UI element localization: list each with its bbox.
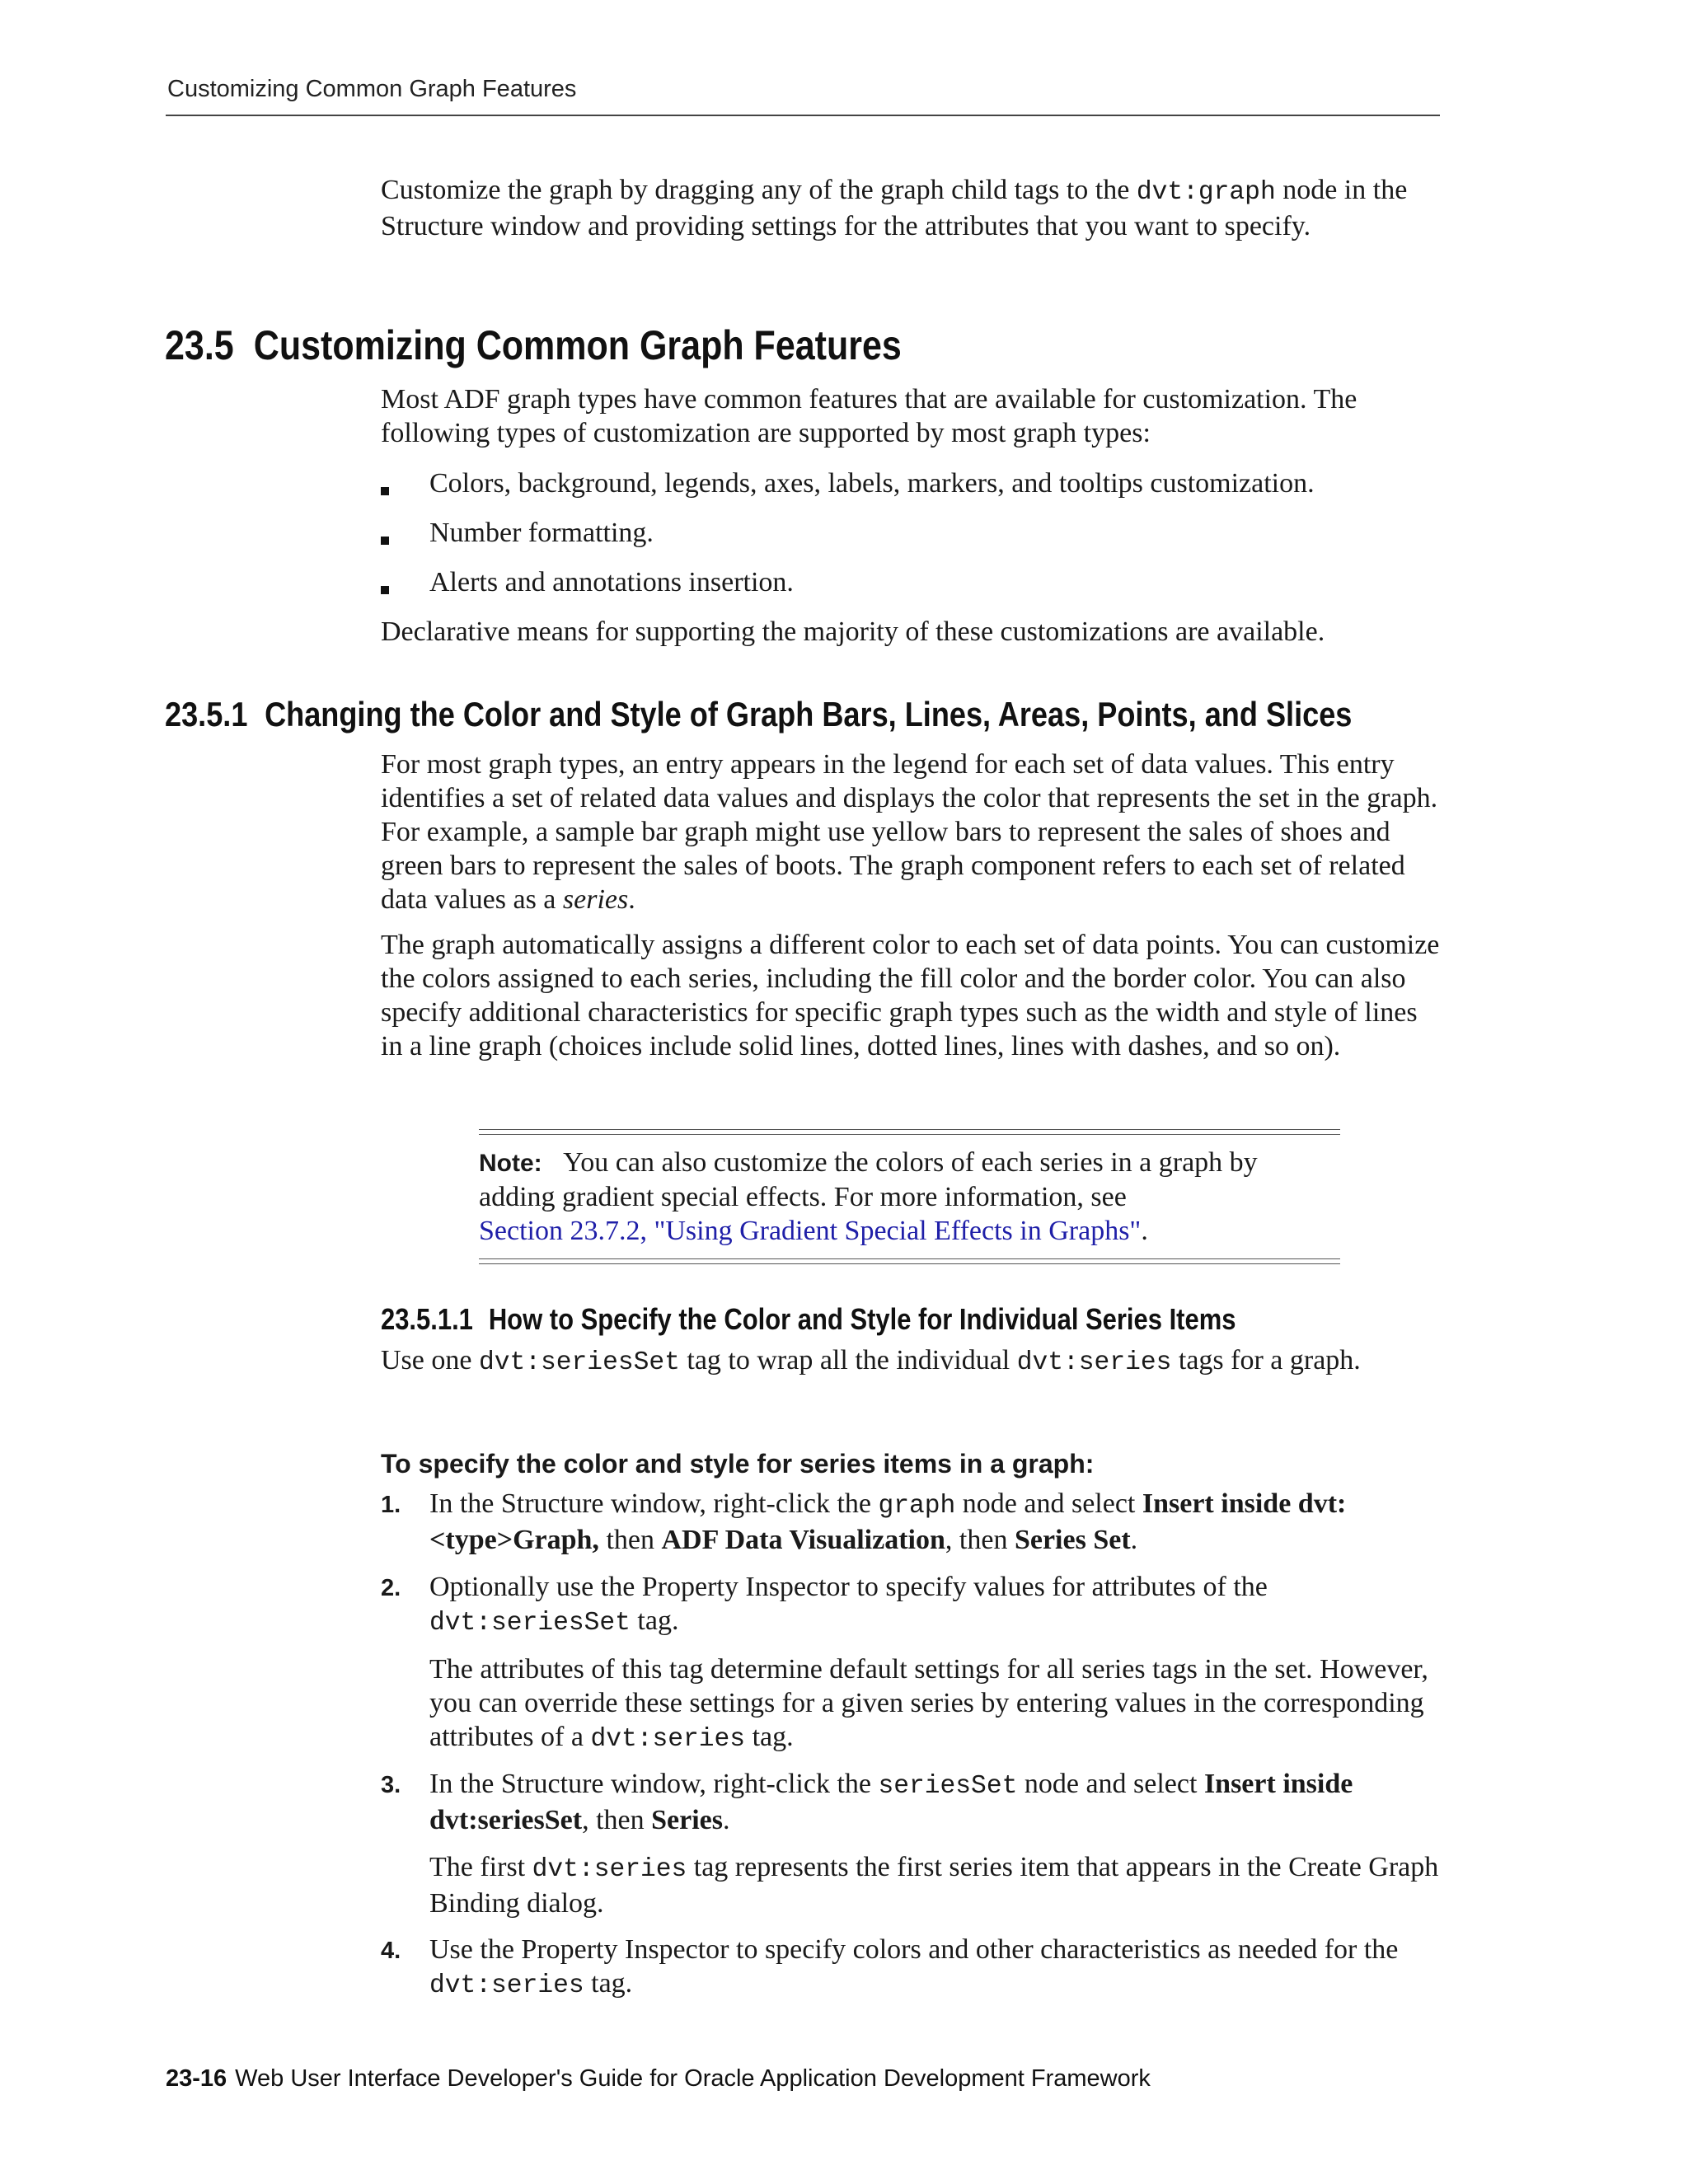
step3-text-a: In the Structure window, right-click the [429, 1769, 879, 1799]
section-number: 23.5 [165, 322, 234, 368]
subsection-heading [165, 695, 1352, 734]
subsub-text-b: tag to wrap all the individual [679, 1345, 1017, 1376]
step2-text-a: Optionally use the Property Inspector to specify values for attributes of the [429, 1572, 1268, 1602]
bullet-marker [381, 487, 389, 495]
note-rule-bottom [479, 1263, 1340, 1264]
code-seriesset: dvt:seriesSet [478, 1348, 680, 1377]
note-rule-top [479, 1129, 1340, 1130]
subsection-title: Changing the Color and Style of Graph Bars, Lines, Areas, Points, and Slices [265, 695, 1353, 733]
code-series: dvt:series [1016, 1348, 1172, 1377]
running-header: Customizing Common Graph Features [167, 76, 577, 102]
procedure-title: To specify the color and style for series items in a graph: [381, 1449, 1095, 1479]
subsection-paragraph-2: The graph automatically assigns a different color to each set of data points. You can customize the colors assigned to each series, including the fill color and the border color. You can also specify additional characteristics for specific graph types such as the width and style of lines in a line graph (choices include solid lines, dotted lines, lines with dashes, and so on). [381, 930, 1440, 1062]
bullet-item-3: Alerts and annotations insertion. [429, 567, 794, 598]
book-title: Web User Interface Developer's Guide for Oracle Application Development Framework [235, 2065, 1151, 2092]
step3-text-c: , then [582, 1805, 652, 1835]
menu-adf-data-visualization: ADF Data Visualization [661, 1525, 945, 1555]
step-number: 4. [381, 1938, 401, 1964]
bullet-item-1: Colors, background, legends, axes, labels, markers, and tooltips customization. [429, 468, 1315, 499]
subsection-paragraph-1 [381, 748, 1444, 916]
step1-text-b: node and select [955, 1488, 1142, 1519]
subsubsection-number: 23.5.1.1 [381, 1302, 473, 1336]
subsub-text-a: Use one [381, 1345, 479, 1376]
menu-series-set: Series Set [1014, 1525, 1131, 1555]
subsubsection-paragraph [381, 1343, 1444, 1380]
step-number: 3. [381, 1772, 401, 1798]
section-title: Customizing Common Graph Features [253, 322, 902, 368]
step1-text-e: . [1130, 1525, 1138, 1555]
intro-text-a: Customize the graph by dragging any of the graph child tags to the [381, 175, 1137, 205]
section-intro: Most ADF graph types have common features that are available for customization. The following types of customization are supported by most graph types: [381, 384, 1357, 448]
subsub-text-c: tags for a graph. [1171, 1345, 1361, 1376]
note-text: You can also customize the colors of each series in a graph by adding gradient special effects. For more information, see [479, 1147, 1258, 1212]
section-closing: Declarative means for supporting the majority of these customizations are available. [381, 616, 1325, 647]
note-link[interactable]: Section 23.7.2, "Using Gradient Special Effects in Graphs" [479, 1216, 1142, 1246]
step4-text-a: Use the Property Inspector to specify colors and other characteristics as needed for the [429, 1934, 1399, 1965]
step1-text-d: , then [945, 1525, 1015, 1555]
step-number: 1. [381, 1492, 401, 1518]
code-graph: graph [878, 1492, 956, 1521]
step2-text-b: tag. [630, 1605, 679, 1636]
subsection-number: 23.5.1 [165, 695, 248, 733]
code-seriesset: seriesSet [878, 1772, 1018, 1801]
code-series: dvt:series [429, 1971, 584, 2000]
menu-insert-inside-graph: Insert inside dvt:<type>Graph, [429, 1488, 1347, 1555]
step-3-detail [429, 1850, 1443, 1920]
step3-text-b: node and select [1017, 1769, 1204, 1799]
step1-text-a: In the Structure window, right-click the [429, 1488, 879, 1519]
step-4 [429, 1933, 1443, 2003]
step4-text-b: tag. [584, 1968, 633, 1999]
intro-text-b: node in the Structure window and providing settings for the attributes that you want to specify. [381, 175, 1408, 241]
section-heading [165, 321, 902, 369]
header-rule [166, 115, 1440, 116]
page-number: 23-16 [166, 2065, 227, 2092]
step-3 [429, 1767, 1443, 1837]
code-seriesset: dvt:seriesSet [429, 1609, 631, 1638]
step2-detail-a: The attributes of this tag determine default settings for all series tags in the set. However, you can override these settings for a given series by entering values in the corresponding attributes of a [429, 1654, 1428, 1752]
note-rule-top [479, 1134, 1340, 1135]
step-number: 2. [381, 1575, 401, 1601]
intro-paragraph [381, 173, 1444, 243]
menu-insert-inside-seriesset: Insert inside dvt:seriesSet [429, 1769, 1353, 1835]
step3-detail-b: tag represents the first series item that appears in the Create Graph Binding dialog. [429, 1852, 1439, 1919]
step-1 [429, 1487, 1443, 1557]
step-2 [429, 1570, 1443, 1640]
code-series: dvt:series [532, 1855, 687, 1884]
para1-text: For most graph types, an entry appears in the legend for each set of data values. This entry identifies a set of related data values and displays the color that represents the set in the graph. For example, a sample bar graph might use yellow bars to represent the sales of shoes and green bars to represent the sales of boots. The graph component refers to each set of related data values as a [381, 749, 1438, 915]
step3-detail-a: The first [429, 1852, 532, 1882]
step-2-detail [429, 1652, 1443, 1756]
step1-text-c: then [598, 1525, 662, 1555]
menu-series: Series [651, 1805, 723, 1835]
para1-end: . [628, 884, 635, 915]
bullet-marker [381, 586, 389, 594]
step3-text-d: . [722, 1805, 730, 1835]
note-rule-bottom [479, 1258, 1340, 1259]
intro-code-graph: dvt:graph [1136, 178, 1276, 207]
page-footer [166, 2065, 1151, 2093]
step2-detail-b: tag. [745, 1722, 794, 1752]
note-label: Note: [479, 1150, 542, 1177]
note-box [479, 1146, 1340, 1248]
subsubsection-title: How to Specify the Color and Style for Individual Series Items [488, 1302, 1236, 1336]
code-series: dvt:series [590, 1725, 746, 1754]
subsubsection-heading [381, 1302, 1236, 1337]
bullet-item-2: Number formatting. [429, 518, 654, 548]
note-link-end: . [1141, 1216, 1148, 1246]
bullet-marker [381, 537, 389, 545]
series-term: series [562, 884, 629, 915]
